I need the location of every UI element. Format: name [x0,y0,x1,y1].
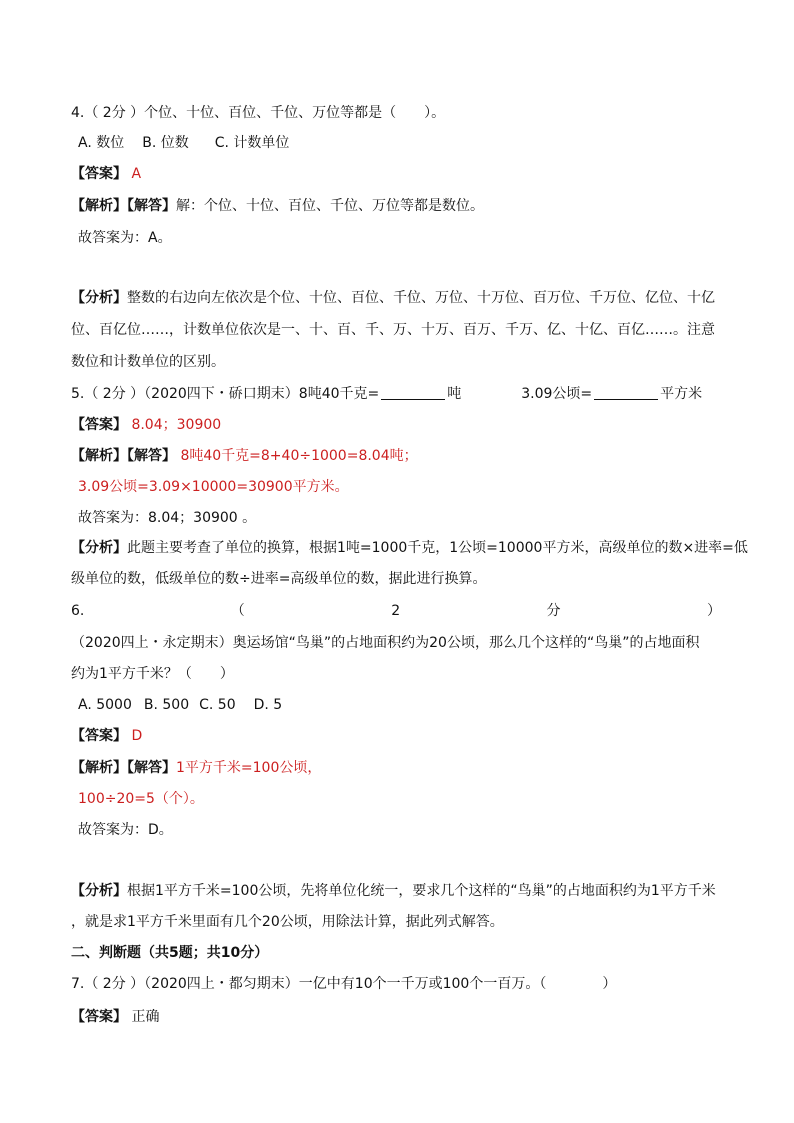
q6-stem-2: 约为1平方千米？（ ） [71,666,234,682]
answer-label: 【答案】 [71,166,127,182]
q6-option-c: C. 50 [199,697,236,713]
explain-label: 【解析】【解答】 [71,448,176,464]
q5-stem-b: 3.09公顷= [521,386,593,402]
answer-label: 【答案】 [71,728,127,744]
q6-number: 6. [71,603,85,619]
q6-head-paren-open: （ [230,603,245,619]
q6-explain-row [71,758,321,778]
q6-head-unit: 分 [546,603,561,619]
q7-answer: 正确 [131,1009,160,1025]
answer-label: 【答案】 [71,417,127,433]
explain-label: 【解析】【解答】 [71,760,176,776]
q5-analysis-1 [71,538,748,558]
q5-analysis-text-1: 此题主要考查了单位的换算，根据1吨=1000千克，1公顷=10000平方米，高级单位的数×进率=低 [127,540,748,556]
analysis-label: 【分析】 [71,540,127,556]
analysis-label: 【分析】 [71,290,127,306]
q4-answer-row [71,164,141,184]
q4-explain: 解：个位、十位、百位、千位、万位等都是数位。 [176,198,484,214]
q4-analysis-1 [71,288,715,308]
q6-answer-row [71,726,142,746]
q5-unit-b: 平方米 [660,386,703,402]
q5-unit-a: 吨 [447,386,462,402]
q5-stem-a: 5.（ 2分 ）（2020四下・硚口期末）8吨40千克= [71,386,380,402]
q4-option-a: A. 数位 [78,135,125,151]
q7-answer-row [71,1007,159,1027]
q5-explain-1: 8吨40千克=8+40÷1000=8.04吨； [180,448,418,464]
explain-label: 【解析】【解答】 [71,198,176,214]
q6-conclusion: 故答案为：D。 [78,822,173,838]
q6-stem-1: （2020四上・永定期末）奥运场馆“鸟巢”的占地面积约为20公顷，那么几个这样的“鸟巢”的占地面积 [71,635,700,651]
q5-explain-2: 3.09公顷=3.09×10000=30900平方米。 [78,479,349,495]
q5-analysis-2: 级单位的数，低级单位的数÷进率=高级单位的数，据此进行换算。 [71,571,487,587]
q4-stem: 4.（ 2分 ）个位、十位、百位、千位、万位等都是（ ）。 [71,105,446,121]
q5-answer-row [71,415,221,435]
q6-option-a: A. 5000 [78,697,132,713]
q4-analysis-3: 数位和计数单位的区别。 [71,354,225,370]
q6-options [78,695,282,715]
q6-option-d: D. 5 [253,697,283,713]
section-title: 二、判断题（共5题；共10分） [71,945,269,961]
answer-label: 【答案】 [71,1009,127,1025]
q5-stem [71,384,702,404]
q6-answer: D [131,728,143,744]
q6-head-paren-close: ） [706,603,721,619]
q6-explain-2: 100÷20=5（个）。 [78,791,204,807]
q6-explain-1: 1平方千米=100公顷， [176,760,322,776]
q7-stem: 7.（ 2分 ）（2020四上・都匀期末）一亿中有10个一千万或100个一百万。（ ） [71,976,617,992]
q6-analysis-1 [71,881,716,901]
q4-analysis-text-1: 整数的右边向左依次是个位、十位、百位、千位、万位、十万位、百万位、千万位、亿位、十亿 [127,290,715,306]
q6-head [71,601,721,621]
q4-option-b: B. 位数 [142,135,189,151]
q5-explain-row [71,446,418,466]
q6-head-score: 2 [391,603,401,619]
q4-explain-row [71,196,484,216]
q5-blank-1 [381,385,445,400]
analysis-label: 【分析】 [71,883,127,899]
q5-blank-2 [594,385,658,400]
q5-answer: 8.04；30900 [131,417,222,433]
q4-conclusion: 故答案为：A。 [78,230,172,246]
q6-analysis-2: ，就是求1平方千米里面有几个20公顷，用除法计算，据此列式解答。 [71,914,504,930]
q6-option-b: B. 500 [143,697,190,713]
q6-analysis-text-1: 根据1平方千米=100公顷，先将单位化统一，要求几个这样的“鸟巢”的占地面积约为1平方千米 [127,883,716,899]
q4-option-c: C. 计数单位 [214,135,290,151]
q4-options [78,133,289,153]
q4-answer: A [131,166,142,182]
q4-analysis-2: 位、百亿位……，计数单位依次是一、十、百、千、万、十万、百万、千万、亿、十亿、百亿……。注意 [71,322,715,338]
q5-conclusion: 故答案为：8.04；30900 。 [78,510,257,526]
